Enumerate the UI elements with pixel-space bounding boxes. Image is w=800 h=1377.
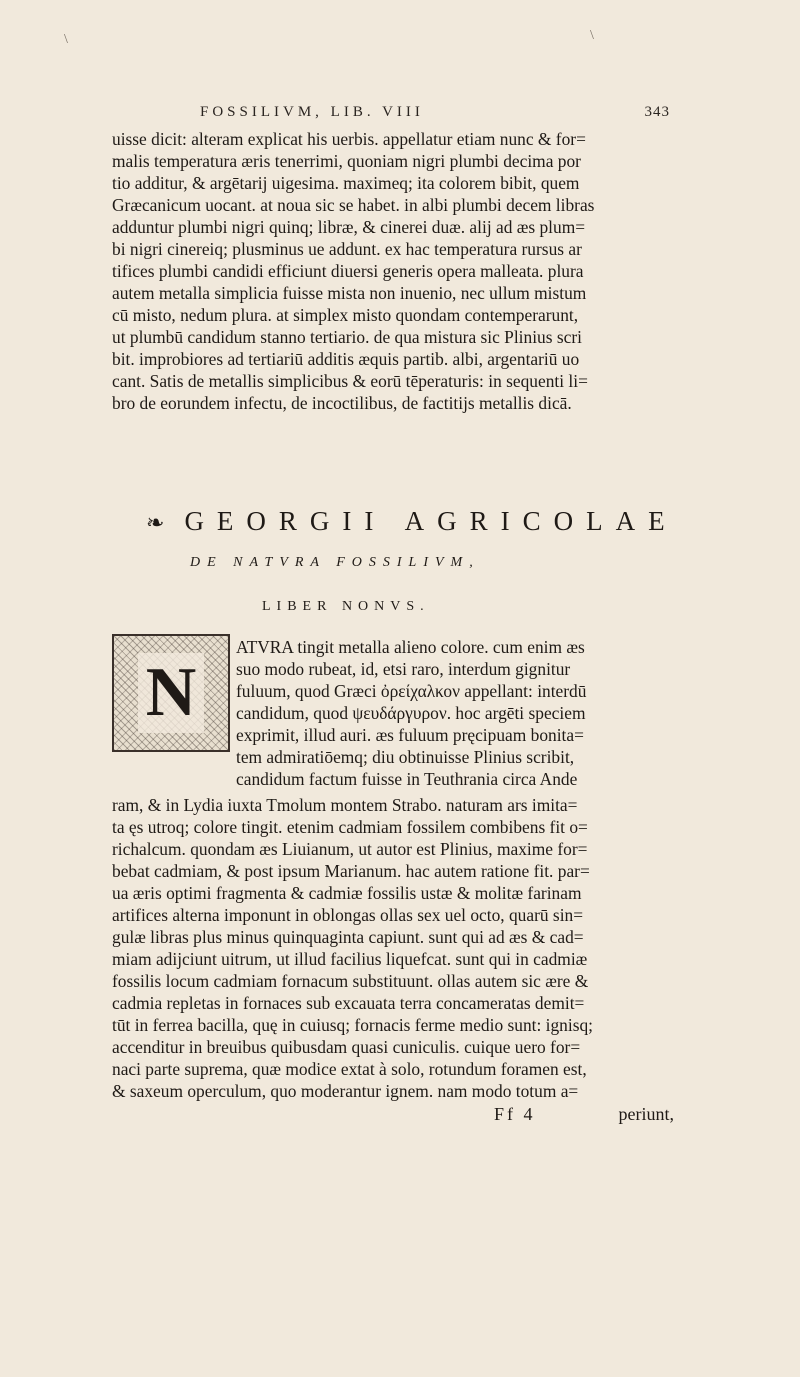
text-line: bebat cadmiam, & post ipsum Marianum. hac autem ratione fit. par= bbox=[112, 861, 590, 881]
text-line: cant. Satis de metallis simplicibus & eorū tēperaturis: in sequenti li= bbox=[112, 371, 588, 391]
text-line: fuluum, quod Græci ὀρείχαλκον appellant: interdū bbox=[236, 681, 587, 701]
text-line: tem admiratiōemq; diu obtinuisse Plinius scribit, bbox=[236, 747, 575, 767]
work-title: DE NATVRA FOSSILIVM, bbox=[190, 555, 480, 570]
text-line: accenditur in breuibus quibusdam quasi cuniculis. cuique uero for= bbox=[112, 1037, 581, 1057]
stray-mark-icon: \ bbox=[64, 32, 68, 47]
text-line: ut plumbū candidum stanno tertiario. de qua mistura sic Plinius scri bbox=[112, 327, 582, 347]
text-line: ram, & in Lydia iuxta Tmolum montem Strabo. naturam ars imita= bbox=[112, 795, 578, 815]
text-line: ATVRA tingit metalla alieno colore. cum enim æs bbox=[236, 637, 585, 657]
text-line: ta ęs utroq; colore tingit. etenim cadmiam fossilem combibens fit o= bbox=[112, 817, 588, 837]
initial-letter: N bbox=[138, 653, 205, 733]
text-line: tifices plumbi candidi efficiunt diuersi generis opera malleata. plura bbox=[112, 261, 584, 281]
text-line: malis temperatura æris tenerrimi, quoniam nigri plumbi decima por bbox=[112, 151, 581, 171]
catchword: periunt, bbox=[618, 1104, 674, 1124]
text-line: ua æris optimi fragmenta & cadmiæ fossilis ustæ & molitæ farinam bbox=[112, 883, 582, 903]
text-line: bit. improbiores ad tertiariū additis æquis partib. albi, argentariū uo bbox=[112, 349, 580, 369]
hedera-leaf-icon: ❧ bbox=[146, 510, 165, 535]
running-title: FOSSILIVM, LIB. VIII bbox=[200, 104, 424, 120]
text-line: & saxeum operculum, quo moderantur ignem. nam modo totum a= bbox=[112, 1081, 579, 1101]
text-line: suo modo rubeat, id, etsi raro, interdum gignitur bbox=[236, 659, 571, 679]
text-line: exprimit, illud auri. æs fuluum pręcipuam bonita= bbox=[236, 725, 584, 745]
text-line: candidum, quod ψευδάργυρον. hoc argēti speciem bbox=[236, 703, 586, 723]
text-line: adduntur plumbi nigri quinq; libræ, & cinerei duæ. alij ad æs plum= bbox=[112, 217, 586, 237]
text-line: uisse dicit: alteram explicat his uerbis. appellatur etiam nunc & for= bbox=[112, 129, 586, 149]
signature-mark: Ff 4 bbox=[494, 1104, 536, 1124]
text-line: candidum factum fuisse in Teuthrania circa Ande bbox=[236, 769, 578, 789]
text-line: naci parte suprema, quæ modice extat à solo, rotundum foramen est, bbox=[112, 1059, 587, 1079]
text-line: tio additur, & argētarij uigesima. maximeq; ita colorem bibit, quem bbox=[112, 173, 580, 193]
text-line: bro de eorundem infectu, de incoctilibus, de factitijs metallis dicā. bbox=[112, 393, 572, 413]
text-line: gulæ libras plus minus quinquaginta capiunt. sunt qui ad æs & cad= bbox=[112, 927, 584, 947]
text-line: artifices alterna imponunt in oblongas ollas sex uel octo, quarū sin= bbox=[112, 905, 584, 925]
text-line: autem metalla simplicia fuisse mista non inuenio, nec ullum mistum bbox=[112, 283, 587, 303]
text-line: cadmia repletas in fornaces sub excauata terra concameratas demit= bbox=[112, 993, 585, 1013]
text-line: richalcum. quondam æs Liuianum, ut autor est Plinius, maxime for= bbox=[112, 839, 588, 859]
text-line: fossilis locum cadmiam fornacum substituunt. ollas autem sic ære & bbox=[112, 971, 589, 991]
decorated-initial bbox=[112, 634, 230, 752]
stray-mark-icon: \ bbox=[590, 28, 594, 43]
folio-number: 343 bbox=[644, 104, 670, 120]
book-number: LIBER NONVS. bbox=[262, 599, 430, 614]
text-line: cū misto, nedum plura. at simplex misto quondam contemperarunt, bbox=[112, 305, 579, 325]
text-line: Græcanicum uocant. at noua sic se habet. in albi plumbi decem libras bbox=[112, 195, 595, 215]
text-line: tūt in ferrea bacilla, quę in cuiusq; fornacis ferme medio sunt: ignisq; bbox=[112, 1015, 594, 1035]
text-line: miam adijciunt uitrum, ut illud facilius liquefcat. sunt qui in cadmiæ bbox=[112, 949, 588, 969]
text-line: bi nigri cinereiq; plusminus ue addunt. ex hac temperatura rursus ar bbox=[112, 239, 582, 259]
book-author-title: ❧ GEORGII AGRICOLAE bbox=[146, 506, 678, 536]
